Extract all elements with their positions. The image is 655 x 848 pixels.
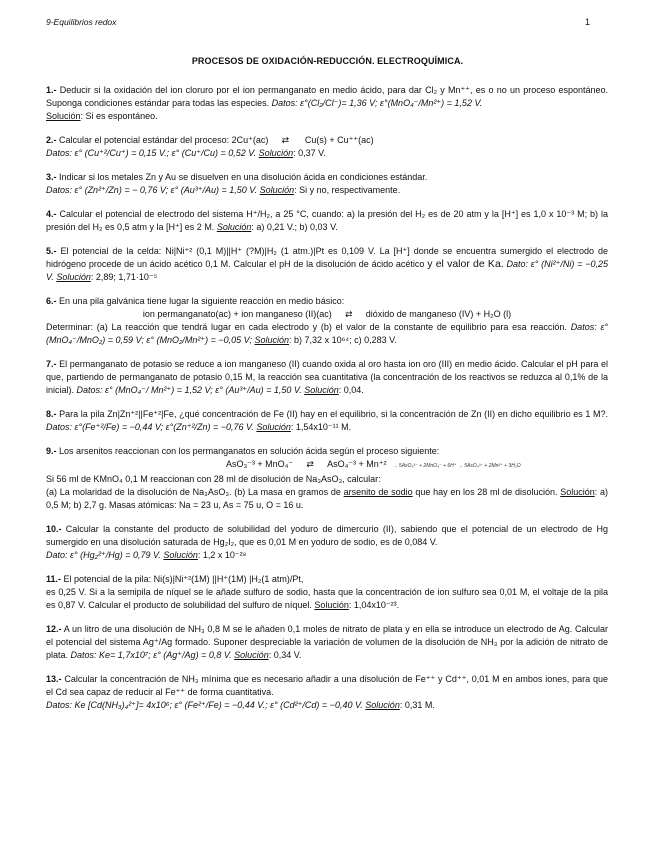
problem-text: En una pila galvánica tiene lugar la siguiente reacción en medio básico: bbox=[56, 296, 345, 307]
solution-label: Solución bbox=[304, 385, 339, 396]
problem-number: 12.- bbox=[46, 624, 62, 635]
solution-label: Solución bbox=[254, 335, 290, 346]
problem-data: Dato: ε° (Hg₂²⁺/Hg) = 0,79 V. bbox=[46, 550, 164, 561]
problem-text: Para la pila Zn|Zn⁺²||Fe⁺²|Fe, ¿qué concentración de Fe (II) hay en el equilibrio, si la concentración de Zn (II) en dicho equilibrio es 1 M?. bbox=[56, 409, 608, 420]
equilibrium-arrows-icon: ⇄ bbox=[281, 135, 290, 146]
solution-text: : 0,04. bbox=[338, 385, 364, 396]
equation-products: AsO₄⁻³ + Mn⁺² bbox=[327, 459, 387, 470]
solution-text: : 1,2 x 10⁻²⁸ bbox=[197, 550, 247, 561]
problem-number: 8.- bbox=[46, 409, 57, 420]
problem-number: 10.- bbox=[46, 524, 62, 535]
solution-text: : Si es espontáneo. bbox=[80, 111, 158, 121]
problem-number: 7.- bbox=[46, 359, 57, 370]
solution-text: : Si y no, respectivamente. bbox=[294, 185, 401, 196]
solution-label: Solución bbox=[259, 185, 295, 196]
solution-text: : a) 0,5 M; b) 2,7 g. Masas atómicas: Na = 23 u, As = 75 u, O = 16 u. bbox=[46, 487, 608, 511]
problem-4 bbox=[46, 208, 608, 234]
document-title: PROCESOS DE OXIDACIÓN-REDUCCIÓN. ELECTROQUÍMICA. bbox=[191, 56, 464, 66]
solution-text: : 0,31 M. bbox=[399, 700, 435, 711]
solution-text: : b) 7,32 x 10⁶⁴; c) 0,283 V. bbox=[289, 335, 397, 346]
problem-8 bbox=[46, 408, 608, 434]
problem-data: Datos: Ke [Cd(NH₃)₄²⁺]= 4x10⁶; ε° (Fe²⁺/Fe) = −0,44 V.; ε° (Cd²⁺/Cd) = −0,40 V. bbox=[46, 700, 366, 711]
problem-text: Calcular el potencial de electrodo del sistema H⁺/H₂, a 25 °C, cuando: a) la presión del H₂ es de 20 atm y la [H⁺] es 1,0 x 10⁻³ M; b) la presión del H₂ es 0,5 atm y la [H⁺] es 2 M. bbox=[46, 209, 608, 233]
solution-text: : 0,37 V. bbox=[293, 148, 326, 159]
problem-data: Datos: ε°(Cl₂/Cl⁻)= 1,36 V; ε°(MnO₄⁻/Mn²⁺) = 1,52 V. bbox=[271, 98, 483, 108]
problem-number: 1.- bbox=[46, 85, 57, 95]
handwritten-note: → 5AsO₃³⁻ + 2MnO₄⁻ + 6H⁺ → 5AsO₄³⁻ + 2Mn²⁺ + 3H₂O bbox=[392, 463, 521, 470]
problem-text: El potencial de la celda: Ni|Ni⁺² (0,1 M)||H⁺ (?M)|H₂ (1 atm.)|Pt es 0,109 V. La [H⁺] donde se encuentra sumergido el electrodo de hidrógeno procede de un ácido acético 0,1 M. Calcular el pH de la disolución de ácido acético bbox=[46, 246, 608, 270]
problem-3 bbox=[46, 171, 608, 197]
solution-label: Solución bbox=[56, 272, 91, 283]
problem-text: El permanganato de potasio se reduce a ion manganeso (II) cuando oxida al oro hasta ion oro (III) en medio ácido. Calcular el pH para el que, partiendo de permanganato de potasio 0,15 M, la reacción sea cuantitativa (la concentración de los reactivos se reduzca al 0,1% de la inicial). bbox=[46, 359, 608, 396]
problem-text: El potencial de la pila: Ni(s)|Ni⁺²(1M) ||H⁺(1M) |H₂(1 atm)/Pt, bbox=[61, 574, 304, 585]
problem-data: Datos: ε° (MnO₄⁻/MnO₂) = 0,59 V; ε° (MnO₂/Mn²⁺) = −0,05 V; bbox=[46, 322, 608, 346]
solution-label: Solución bbox=[560, 487, 595, 498]
problem-9 bbox=[46, 445, 608, 512]
equilibrium-arrows-icon: ⇄ bbox=[306, 459, 314, 470]
problem-number: 2.- bbox=[46, 135, 57, 145]
problem-text: Los arsenitos reaccionan con los permanganatos en solución ácida según el proceso siguiente: bbox=[56, 446, 440, 457]
problem-text-b: Cu(s) + Cu⁺⁺(ac) bbox=[302, 135, 374, 145]
problem-12 bbox=[46, 623, 608, 662]
problem-6 bbox=[46, 295, 608, 347]
problem-5 bbox=[46, 245, 608, 284]
solution-text: : 1,54x10⁻¹¹ M. bbox=[290, 422, 352, 433]
solution-label: Solución bbox=[163, 550, 198, 561]
problem-data: Datos: ε° (Cu⁺²/Cu⁺) = 0,15 V.; ε° (Cu⁺/Cu) = 0,52 V. bbox=[46, 148, 257, 159]
problem-text-2: es 0,25 V. Si a la semipila de níquel se le añade sulfuro de sodio, hasta que la concentración de ion sulfuro sea 0,01 M, el voltaje de la pila es 0,87 V. Calcular el producto de solubilidad del sulfuro de níquel. bbox=[46, 587, 608, 611]
equation-products: dióxido de manganeso (IV) + H₂O (l) bbox=[365, 309, 512, 320]
solution-text: : a) 0,21 V.; b) 0,03 V. bbox=[251, 222, 338, 233]
problem-1 bbox=[46, 84, 608, 123]
problem-data: Datos: ε°(Fe⁺²/Fe) = −0,44 V; ε°(Zn⁺²/Zn) = −0,76 V. bbox=[46, 422, 257, 433]
problem-number: 6.- bbox=[46, 296, 57, 307]
problem-text: Indicar si los metales Zn y Au se disuelven en una disolución ácida en condiciones estándar. bbox=[56, 172, 428, 183]
equation-reactants: ion permanganato(ac) + ion manganeso (II)(ac) bbox=[142, 309, 332, 320]
reaction-equation bbox=[46, 308, 608, 321]
problem-text-3a: (a) La molaridad de la disolución de Na₃AsO₃. (b) La masa en gramos de bbox=[46, 487, 344, 498]
problem-text-3b: que hay en los 28 ml de disolución. bbox=[412, 487, 561, 498]
problem-data: Datos: ε° (Zn²⁺/Zn) = − 0,76 V; ε° (Au³⁺/Au) = 1,50 V. bbox=[46, 185, 260, 196]
problem-number: 9.- bbox=[46, 446, 57, 457]
header-chapter: 9-Equilibrios redox bbox=[46, 17, 117, 27]
problem-data: Datos: ε° (MnO₄⁻/ Mn²⁺) = 1,52 V; ε° (Au³⁺/Au) = 1,50 V. bbox=[76, 385, 305, 396]
solution-label: Solución bbox=[216, 222, 252, 233]
problem-list bbox=[46, 84, 608, 723]
solution-text: : 0,34 V. bbox=[268, 650, 302, 661]
problem-number: 11.- bbox=[46, 574, 62, 585]
solution-label: Solución bbox=[258, 148, 294, 159]
solution-label: Solución bbox=[365, 700, 400, 711]
problem-11 bbox=[46, 573, 608, 612]
equation-reactants: AsO₃⁻³ + MnO₄⁻ bbox=[226, 459, 294, 470]
problem-2 bbox=[46, 134, 608, 160]
problem-number: 3.- bbox=[46, 172, 57, 183]
reaction-equation bbox=[46, 458, 608, 473]
solution-text: : 2,89; 1,71·10⁻⁵ bbox=[90, 272, 158, 283]
solution-label: Solución bbox=[256, 422, 291, 433]
solution-label: Solución bbox=[234, 650, 269, 661]
problem-text: Calcular el potencial estándar del proceso: 2Cu⁺(ac) bbox=[56, 135, 269, 145]
problem-text: A un litro de una disolución de NH₃ 0,8 M se le añaden 0,1 moles de nitrato de plata y en ella se introduce un electrodo de Ag. Calcular el potencial del sistema Ag⁺/Ag formado. Suponer despreciable la variación de volumen de la disolución de NH₃ por la adición de nitrato de plata. bbox=[46, 624, 608, 661]
underlined-text: arsenito de sodio bbox=[343, 487, 413, 498]
problem-number: 5.- bbox=[46, 246, 57, 257]
problem-number: 4.- bbox=[46, 209, 57, 220]
problem-text-2: Determinar: (a) La reacción que tendrá lugar en cada electrodo y (b) el valor de la constante de equilibrio para esa reacción. bbox=[46, 322, 571, 333]
page-number: 1 bbox=[585, 17, 591, 27]
problem-data: Dato: ε° (Ni²⁺/Ni) = −0,25 V. bbox=[46, 259, 609, 283]
problem-7 bbox=[46, 358, 608, 397]
problem-data: Datos: Ke= 1,7x10⁷; ε° (Ag⁺/Ag) = 0,8 V. bbox=[70, 650, 235, 661]
problem-10 bbox=[46, 523, 608, 562]
solution-text: : 1,04x10⁻²³. bbox=[348, 600, 400, 611]
solution-label: Solución bbox=[314, 600, 349, 611]
solution-label: Solución bbox=[46, 111, 81, 121]
problem-text: Calcular la concentración de NH₃ mínima que es necesario añadir a una disolución de Fe⁺⁺ y Cd⁺⁺, 0,01 M en ambos iones, para que el Cd sea capaz de reducir al Fe⁺⁺ de forma cuantitativa. bbox=[46, 674, 608, 698]
problem-13 bbox=[46, 673, 608, 712]
problem-text-large: y el valor de Ka. bbox=[427, 258, 504, 271]
equilibrium-arrows-icon: ⇄ bbox=[344, 309, 353, 320]
problem-text-2: Si 56 ml de KMnO₄ 0,1 M reaccionan con 28 ml de disolución de Na₃AsO₃, calcular: bbox=[46, 474, 381, 485]
problem-number: 13.- bbox=[46, 674, 62, 685]
problem-text: Calcular la constante del producto de solubilidad del yoduro de dimercurio (II), sabiendo que el potencial de un electrodo de Hg sumergido en una disolución saturada de Hg₂I₂, que es 0,01 M en yoduro de sodio, es de 0,084 V. bbox=[46, 524, 608, 548]
problem-text: Deducir si la oxidación del ion cloruro por el ion permanganato en medio ácido, para dar Cl₂ y Mn⁺⁺, es o no un proceso espontáneo. Suponga condiciones estándar para todas las especies. bbox=[46, 85, 608, 108]
